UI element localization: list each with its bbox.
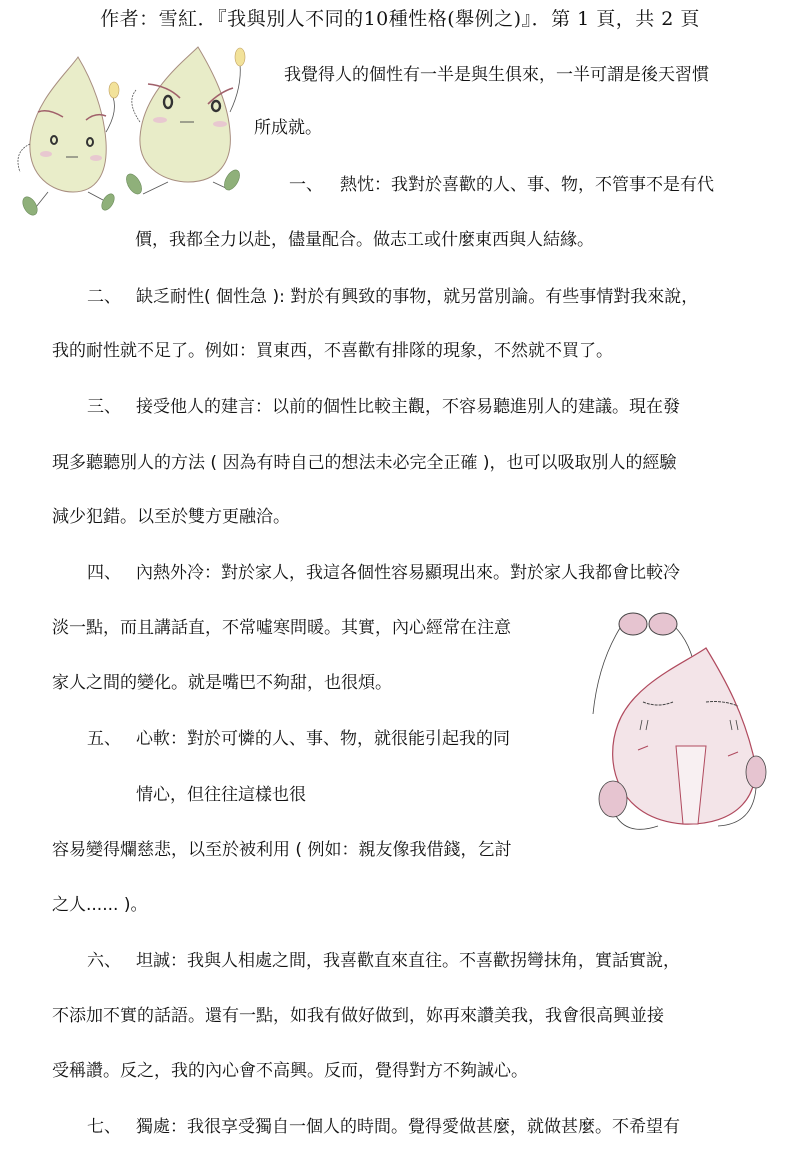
item-6-line-3: 受稱讚。反之，我的內心會不高興。反而，覺得對方不夠誠心。 xyxy=(52,1061,528,1081)
item-5-line-4: 之人...... )。 xyxy=(52,895,148,915)
item-3-number: 三、 xyxy=(87,397,121,417)
item-3-line-2: 現多聽聽別人的方法 ( 因為有時自己的想法未必完全正確 )，也可以吸取別人的經驗 xyxy=(52,453,677,473)
intro-line-2: 所成就。 xyxy=(254,118,322,138)
item-4-line-1: 內熱外冷：對於家人，我這各個性容易顯現出來。對於家人我都會比較冷 xyxy=(136,563,680,583)
item-1-number: 一、 xyxy=(289,175,323,195)
item-6-line-1: 坦誠：我與人相處之間，我喜歡直來直往。不喜歡拐彎抹角，實話實說， xyxy=(136,951,680,971)
item-5-line-1: 心軟：對於可憐的人、事、物，就很能引起我的同 xyxy=(136,729,510,749)
item-4-line-3: 家人之間的變化。就是嘴巴不夠甜，也很煩。 xyxy=(52,673,392,693)
item-5-number: 五、 xyxy=(87,729,121,749)
intro-line-1: 我覺得人的個性有一半是與生俱來，一半可謂是後天習慣 xyxy=(284,65,709,85)
item-1-line-2: 價，我都全力以赴，儘量配合。做志工或什麼東西與人結緣。 xyxy=(135,230,594,250)
item-2-line-1: 缺乏耐性( 個性急 ): 對於有興致的事物，就另當別論。有些事情對我來說， xyxy=(136,287,699,307)
item-2-number: 二、 xyxy=(87,287,121,307)
green-droplet-characters-illustration xyxy=(8,42,248,220)
pink-droplet-character-illustration xyxy=(588,604,778,839)
item-5-line-3: 容易變得爛慈悲，以至於被利用 ( 例如：親友像我借錢，乞討 xyxy=(52,840,512,860)
item-6-number: 六、 xyxy=(87,951,121,971)
item-3-line-1: 接受他人的建言：以前的個性比較主觀，不容易聽進別人的建議。現在發 xyxy=(136,397,680,417)
item-1-line-1: 熱忱：我對於喜歡的人、事、物，不管事不是有代 xyxy=(340,175,714,195)
item-7-line-1: 獨處：我很享受獨自一個人的時間。覺得愛做甚麼，就做甚麼。不希望有 xyxy=(136,1117,680,1137)
large-droplet-character xyxy=(123,47,245,197)
item-7-number: 七、 xyxy=(87,1117,121,1137)
small-droplet-character xyxy=(18,57,119,218)
item-4-number: 四、 xyxy=(87,563,121,583)
document-header: 作者：雪紅．『我與別人不同的10種性格(舉例之)』．第 1 頁，共 2 頁 xyxy=(100,8,700,30)
item-3-line-3: 減少犯錯。以至於雙方更融洽。 xyxy=(52,507,290,527)
item-4-line-2: 淡一點，而且講話直，不常噓寒問暖。其實，內心經常在注意 xyxy=(52,618,511,638)
item-5-line-2: 情心，但往往這樣也很 xyxy=(136,785,306,805)
item-6-line-2: 不添加不實的話語。還有一點，如我有做好做到，妳再來讚美我，我會很高興並接 xyxy=(52,1006,664,1026)
item-2-line-2: 我的耐性就不足了。例如：買東西，不喜歡有排隊的現象，不然就不買了。 xyxy=(52,341,613,361)
